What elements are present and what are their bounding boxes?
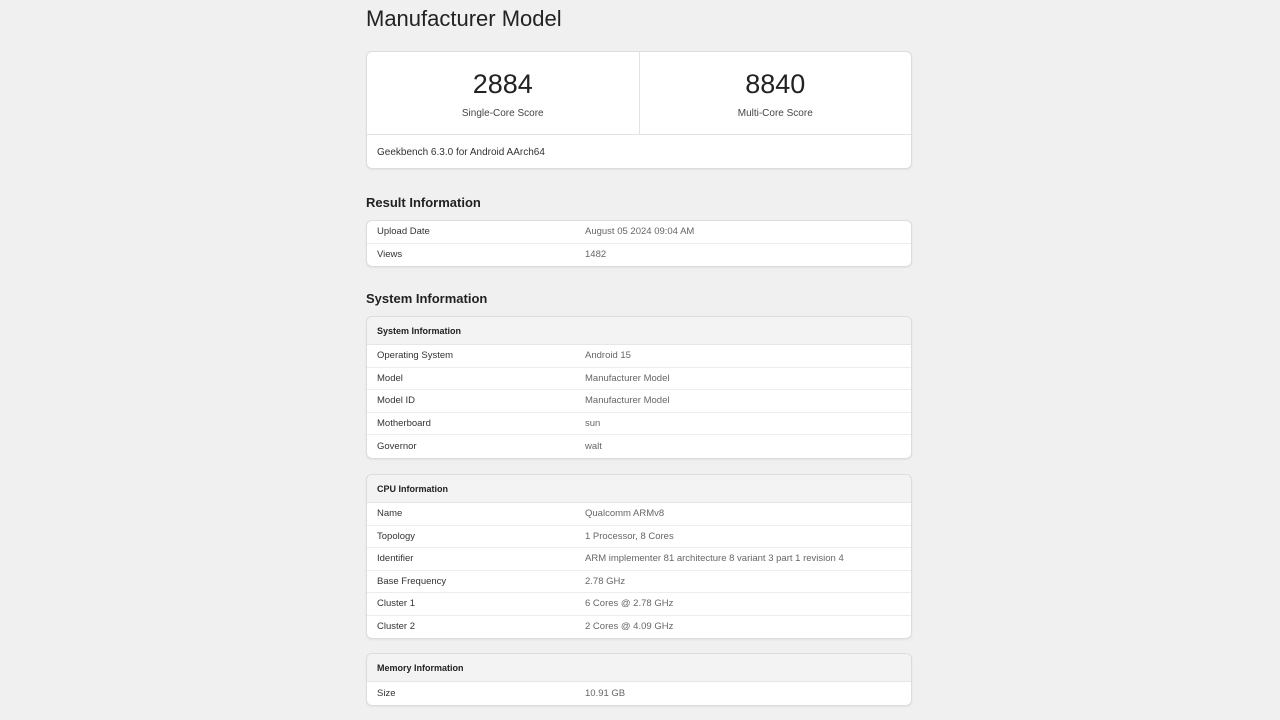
table-row <box>367 244 911 267</box>
table-row <box>367 682 911 705</box>
single-core-score-label: Single-Core Score <box>461 108 544 119</box>
table-row <box>367 413 911 436</box>
table-row <box>367 390 911 413</box>
row-value: walt <box>585 440 602 452</box>
result-information-heading: Result Information <box>366 195 481 210</box>
row-key: Topology <box>377 530 416 542</box>
row-key: Views <box>377 249 403 261</box>
row-key: Identifier <box>377 553 414 565</box>
memory-information-table <box>366 653 912 706</box>
multi-core-score-value: 8840 <box>745 69 806 99</box>
table-header: System Information <box>367 317 911 345</box>
row-key: Operating System <box>377 350 454 362</box>
row-value: Manufacturer Model <box>585 372 670 384</box>
table-row <box>367 368 911 391</box>
result-information-table <box>366 220 912 267</box>
table-row <box>367 571 911 594</box>
row-key: Size <box>377 687 396 699</box>
row-value: ARM implementer 81 architecture 8 variant 3 part 1 revision 4 <box>585 553 844 565</box>
row-value: August 05 2024 09:04 AM <box>585 226 695 238</box>
row-value: 1482 <box>585 249 607 261</box>
row-key: Cluster 1 <box>377 598 416 610</box>
row-value: Manufacturer Model <box>585 395 670 407</box>
row-key: Upload Date <box>377 226 430 238</box>
row-key: Name <box>377 508 403 520</box>
table-row <box>367 345 911 368</box>
single-core-score-value: 2884 <box>472 69 533 99</box>
row-key: Model ID <box>377 395 416 407</box>
system-information-heading: System Information <box>366 291 488 306</box>
row-key: Governor <box>377 440 417 452</box>
table-row <box>367 435 911 458</box>
row-key: Model <box>377 372 403 384</box>
multi-core-score-label: Multi-Core Score <box>737 108 813 119</box>
row-value: Android 15 <box>585 350 631 362</box>
row-key: Motherboard <box>377 417 431 429</box>
table-row <box>367 526 911 549</box>
row-value: 2 Cores @ 4.09 GHz <box>585 621 674 633</box>
multi-core-score <box>639 52 912 134</box>
score-card <box>366 51 912 169</box>
row-value: 10.91 GB <box>585 687 626 699</box>
table-row <box>367 503 911 526</box>
single-core-score <box>367 52 639 134</box>
cpu-information-table <box>366 474 912 639</box>
system-information-table <box>366 316 912 459</box>
row-value: 1 Processor, 8 Cores <box>585 530 674 542</box>
row-value: Qualcomm ARMv8 <box>585 508 665 520</box>
table-header: Memory Information <box>367 654 911 682</box>
row-value: sun <box>585 417 601 429</box>
table-row <box>367 548 911 571</box>
benchmark-version: Geekbench 6.3.0 for Android AArch64 <box>377 146 545 158</box>
row-value: 6 Cores @ 2.78 GHz <box>585 598 674 610</box>
row-key: Cluster 2 <box>377 621 416 633</box>
table-row <box>367 221 911 244</box>
row-key: Base Frequency <box>377 575 447 587</box>
row-value: 2.78 GHz <box>585 575 626 587</box>
table-row <box>367 616 911 639</box>
scores-row <box>367 52 911 135</box>
page-title: Manufacturer Model <box>366 6 562 31</box>
table-row <box>367 593 911 616</box>
table-header: CPU Information <box>367 475 911 503</box>
